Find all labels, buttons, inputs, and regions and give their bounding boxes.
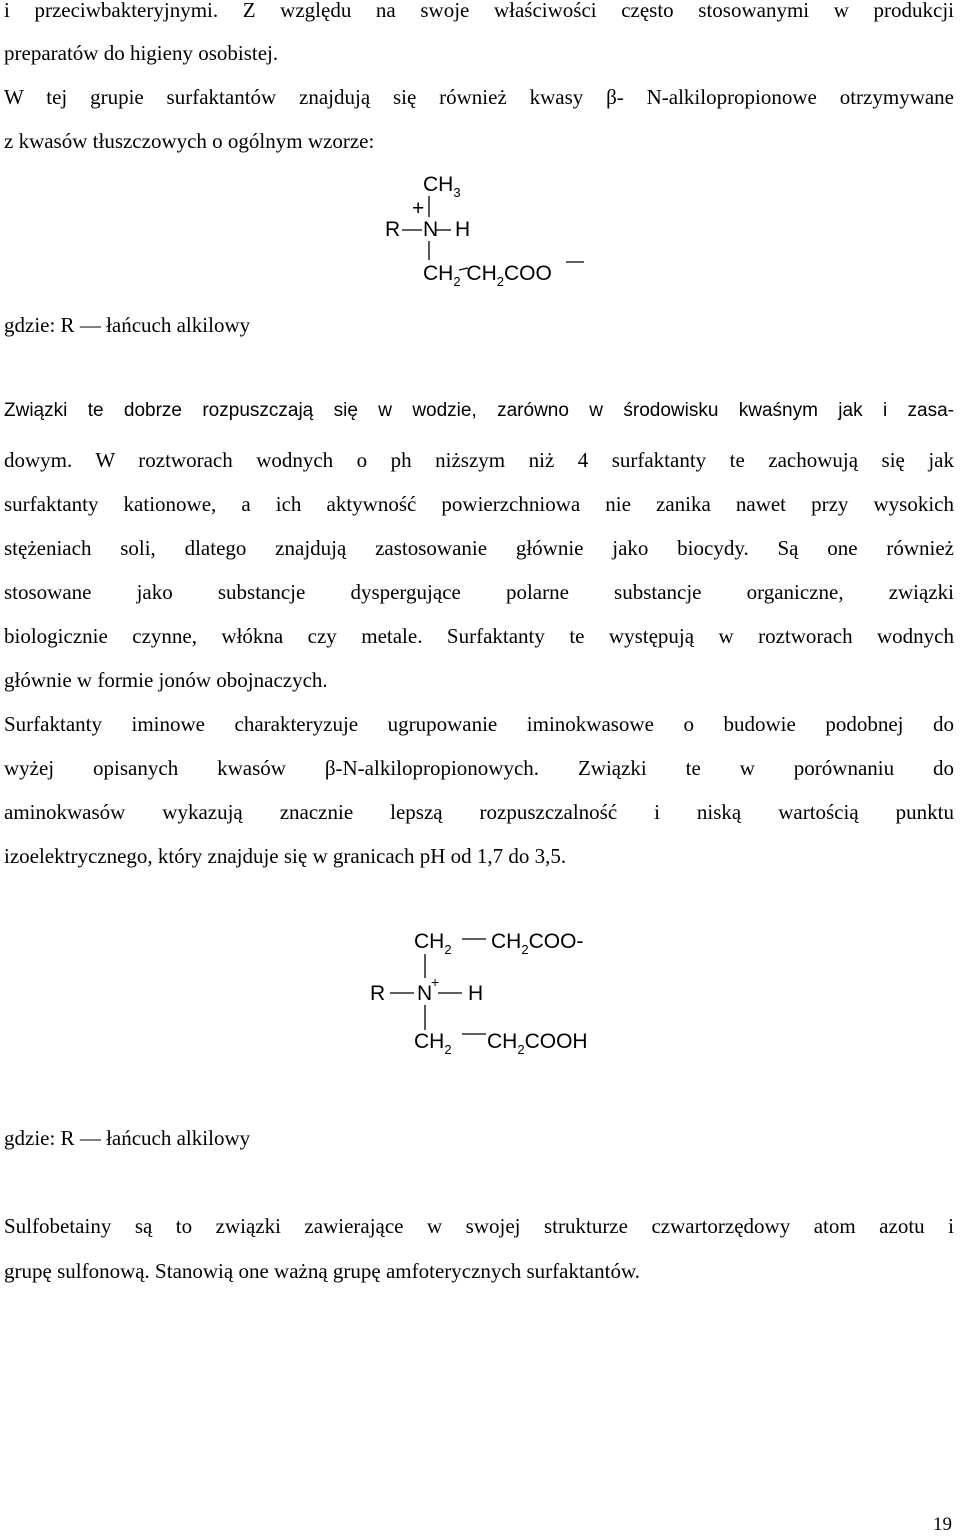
formula-ch2-bottom: $CH_2$ — [414, 1030, 452, 1057]
formula-h: H — [455, 218, 471, 241]
legend-line: gdzie: R — łańcuch alkilowy — [4, 313, 251, 337]
legend-line: gdzie: R — łańcuch alkilowy — [4, 1126, 251, 1150]
text-line: Związki te dobrze rozpuszczają się w wodzie, zarówno w środowisku kwaśnym jak i zasa- — [4, 400, 954, 421]
formula-ch2-top: $CH_2$ — [414, 930, 452, 957]
text-line: Sulfobetainy są to związki zawierające w swojej strukturze czwartorzędowy atom azotu i — [4, 1214, 954, 1238]
text-line: preparatów do higieny osobistej. — [4, 41, 279, 65]
text-line: Surfaktanty iminowe charakteryzuje ugrupowanie iminokwasowe o budowie podobnej do — [4, 712, 954, 736]
formula-r: R — [385, 218, 401, 241]
text-line: dowym. W roztworach wodnych o ph niższym niż 4 surfaktanty te zachowują się jak — [4, 448, 954, 472]
charge-plus: + — [431, 974, 440, 990]
text-line: stężeniach soli, dlatego znajdują zastosowanie głównie jako biocydy. Są one również — [4, 536, 954, 560]
formula-ch2-chain: $CH_2$ $CH_2COO$ — [423, 262, 552, 289]
page-number: 19 — [933, 1514, 952, 1535]
formula-h: H — [468, 982, 484, 1005]
text-line: wyżej opisanych kwasów β-N-alkilopropionowych. Związki te w porównaniu do — [4, 756, 954, 780]
text-line: z kwasów tłuszczowych o ogólnym wzorze: — [4, 129, 375, 153]
text-line: biologicznie czynne, włókna czy metale. Surfaktanty te występują w roztworach wodnych — [4, 624, 954, 648]
charge-plus: + — [412, 197, 425, 220]
formula-n: N — [417, 982, 433, 1005]
formula-ch2coo-top: $CH_2COO-$ — [491, 930, 584, 957]
text-line: grupę sulfonową. Stanowią one ważną grupę amfoterycznych surfaktantów. — [4, 1259, 640, 1283]
text-line: izoelektrycznego, który znajduje się w granicach pH od 1,7 do 3,5. — [4, 844, 567, 868]
text-line: stosowane jako substancje dyspergujące polarne substancje organiczne, związki — [4, 580, 954, 604]
formula-ch3: $CH_3$ — [423, 173, 461, 200]
text-line: głównie w formie jonów obojnaczych. — [4, 668, 328, 692]
formula-n: N — [423, 218, 439, 241]
text-line: surfaktanty kationowe, a ich aktywność powierzchniowa nie zanika nawet przy wysokich — [4, 492, 954, 516]
formula-r: R — [370, 982, 386, 1005]
formula-ch2cooh-bottom: $CH_2COOH$ — [487, 1030, 588, 1057]
text-line: aminokwasów wykazują znacznie lepszą rozpuszczalność i niską wartością punktu — [4, 800, 954, 824]
text-line: W tej grupie surfaktantów znajdują się również kwasy β- N-alkilopropionowe otrzymywane — [4, 85, 954, 109]
text-line: i przeciwbakteryjnymi. Z względu na swoje właściwości często stosowanymi w produkcji — [4, 0, 954, 22]
